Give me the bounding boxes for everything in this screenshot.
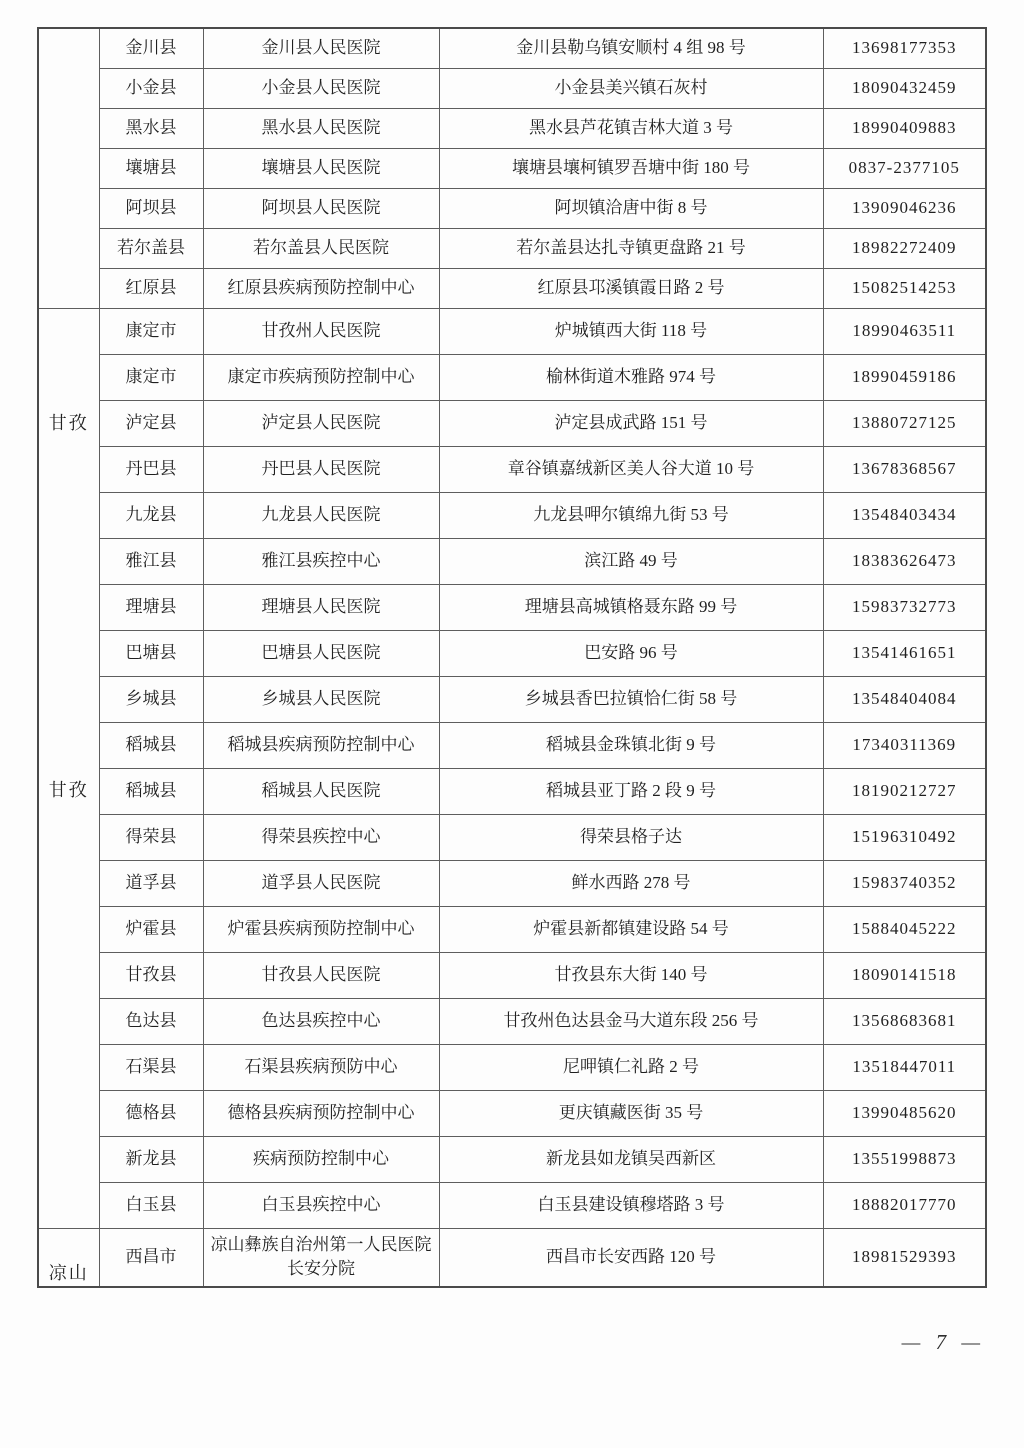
- phone-cell: 13678368567: [823, 446, 986, 492]
- institution-cell: 石渠县疾病预防中心: [203, 1044, 439, 1090]
- institution-cell: 若尔盖县人民医院: [203, 228, 439, 268]
- facility-table: [37, 27, 987, 1288]
- table-row: [38, 1136, 986, 1182]
- table-row: [38, 400, 986, 446]
- address-cell: 尼呷镇仁礼路 2 号: [439, 1044, 823, 1090]
- address-cell: 得荣县格子达: [439, 814, 823, 860]
- phone-cell: 18090432459: [823, 68, 986, 108]
- institution-cell: 白玉县疾控中心: [203, 1182, 439, 1228]
- institution-cell: 色达县疾控中心: [203, 998, 439, 1044]
- phone-cell: 15082514253: [823, 268, 986, 308]
- institution-cell: 九龙县人民医院: [203, 492, 439, 538]
- phone-cell: 15983732773: [823, 584, 986, 630]
- county-cell: 白玉县: [99, 1182, 203, 1228]
- address-cell: 壤塘县壤柯镇罗吾塘中街 180 号: [439, 148, 823, 188]
- address-cell: 甘孜县东大街 140 号: [439, 952, 823, 998]
- prefecture-label: 凉山: [48, 1263, 89, 1284]
- institution-cell: 凉山彝族自治州第一人民医院长安分院: [203, 1228, 439, 1287]
- county-cell: 甘孜县: [99, 952, 203, 998]
- phone-cell: 17340311369: [823, 722, 986, 768]
- county-cell: 稻城县: [99, 768, 203, 814]
- institution-cell: 稻城县疾病预防控制中心: [203, 722, 439, 768]
- institution-cell: 乡城县人民医院: [203, 676, 439, 722]
- phone-cell: 0837-2377105: [823, 148, 986, 188]
- table-row: [38, 446, 986, 492]
- table-row: [38, 722, 986, 768]
- phone-cell: 13698177353: [823, 28, 986, 68]
- phone-cell: 18990409883: [823, 108, 986, 148]
- county-cell: 若尔盖县: [99, 228, 203, 268]
- table-row: [38, 188, 986, 228]
- county-cell: 黑水县: [99, 108, 203, 148]
- phone-cell: 15983740352: [823, 860, 986, 906]
- address-cell: 炉霍县新都镇建设路 54 号: [439, 906, 823, 952]
- table-row: [38, 1044, 986, 1090]
- phone-cell: 13548404084: [823, 676, 986, 722]
- table-row: [38, 814, 986, 860]
- address-cell: 章谷镇嘉绒新区美人谷大道 10 号: [439, 446, 823, 492]
- table-row: [38, 308, 986, 354]
- institution-cell: 甘孜州人民医院: [203, 308, 439, 354]
- table-row: [38, 268, 986, 308]
- table-row: [38, 1182, 986, 1228]
- table-row: [38, 906, 986, 952]
- county-cell: 雅江县: [99, 538, 203, 584]
- phone-cell: 18990463511: [823, 308, 986, 354]
- phone-cell: 18190212727: [823, 768, 986, 814]
- institution-cell: 甘孜县人民医院: [203, 952, 439, 998]
- phone-cell: 15196310492: [823, 814, 986, 860]
- table-row: [38, 768, 986, 814]
- address-cell: 新龙县如龙镇吴西新区: [439, 1136, 823, 1182]
- phone-cell: 13880727125: [823, 400, 986, 446]
- institution-cell: 稻城县人民医院: [203, 768, 439, 814]
- county-cell: 色达县: [99, 998, 203, 1044]
- county-cell: 德格县: [99, 1090, 203, 1136]
- table-row: [38, 538, 986, 584]
- address-cell: 巴安路 96 号: [439, 630, 823, 676]
- address-cell: 乡城县香巴拉镇恰仁街 58 号: [439, 676, 823, 722]
- table-row: [38, 1228, 986, 1287]
- institution-cell: 阿坝县人民医院: [203, 188, 439, 228]
- county-cell: 西昌市: [99, 1228, 203, 1287]
- address-cell: 鲜水西路 278 号: [439, 860, 823, 906]
- address-cell: 白玉县建设镇穆塔路 3 号: [439, 1182, 823, 1228]
- institution-cell: 理塘县人民医院: [203, 584, 439, 630]
- county-cell: 红原县: [99, 268, 203, 308]
- institution-cell: 黑水县人民医院: [203, 108, 439, 148]
- address-cell: 小金县美兴镇石灰村: [439, 68, 823, 108]
- phone-cell: 13909046236: [823, 188, 986, 228]
- institution-cell: 得荣县疾控中心: [203, 814, 439, 860]
- institution-cell: 康定市疾病预防控制中心: [203, 354, 439, 400]
- county-cell: 新龙县: [99, 1136, 203, 1182]
- phone-cell: 13548403434: [823, 492, 986, 538]
- address-cell: 金川县勒乌镇安顺村 4 组 98 号: [439, 28, 823, 68]
- county-cell: 康定市: [99, 354, 203, 400]
- county-cell: 巴塘县: [99, 630, 203, 676]
- county-cell: 得荣县: [99, 814, 203, 860]
- phone-cell: 13518447011: [823, 1044, 986, 1090]
- institution-cell: 巴塘县人民医院: [203, 630, 439, 676]
- phone-cell: 13541461651: [823, 630, 986, 676]
- institution-cell: 炉霍县疾病预防控制中心: [203, 906, 439, 952]
- phone-cell: 13990485620: [823, 1090, 986, 1136]
- county-cell: 泸定县: [99, 400, 203, 446]
- address-cell: 若尔盖县达扎寺镇更盘路 21 号: [439, 228, 823, 268]
- prefecture-cell: [38, 1228, 99, 1287]
- institution-cell: 疾病预防控制中心: [203, 1136, 439, 1182]
- prefecture-cell: [38, 308, 99, 1228]
- institution-cell: 雅江县疾控中心: [203, 538, 439, 584]
- phone-cell: 18882017770: [823, 1182, 986, 1228]
- phone-cell: 15884045222: [823, 906, 986, 952]
- institution-cell: 德格县疾病预防控制中心: [203, 1090, 439, 1136]
- table-row: [38, 28, 986, 68]
- address-cell: 阿坝镇洽唐中街 8 号: [439, 188, 823, 228]
- county-cell: 丹巴县: [99, 446, 203, 492]
- address-cell: 榆林街道木雅路 974 号: [439, 354, 823, 400]
- county-cell: 壤塘县: [99, 148, 203, 188]
- county-cell: 炉霍县: [99, 906, 203, 952]
- prefecture-label: 甘孜: [48, 780, 89, 801]
- address-cell: 红原县邛溪镇霞日路 2 号: [439, 268, 823, 308]
- address-cell: 炉城镇西大街 118 号: [439, 308, 823, 354]
- table-row: [38, 228, 986, 268]
- address-cell: 理塘县高城镇格聂东路 99 号: [439, 584, 823, 630]
- table-row: [38, 68, 986, 108]
- address-cell: 西昌市长安西路 120 号: [439, 1228, 823, 1287]
- address-cell: 滨江路 49 号: [439, 538, 823, 584]
- table-row: [38, 108, 986, 148]
- county-cell: 康定市: [99, 308, 203, 354]
- table-row: [38, 630, 986, 676]
- table-row: [38, 492, 986, 538]
- institution-cell: 壤塘县人民医院: [203, 148, 439, 188]
- county-cell: 石渠县: [99, 1044, 203, 1090]
- institution-cell: 小金县人民医院: [203, 68, 439, 108]
- county-cell: 小金县: [99, 68, 203, 108]
- phone-cell: 13551998873: [823, 1136, 986, 1182]
- institution-cell: 丹巴县人民医院: [203, 446, 439, 492]
- phone-cell: 18990459186: [823, 354, 986, 400]
- address-cell: 甘孜州色达县金马大道东段 256 号: [439, 998, 823, 1044]
- table-row: [38, 676, 986, 722]
- phone-cell: 13568683681: [823, 998, 986, 1044]
- prefecture-cell: [38, 28, 99, 308]
- address-cell: 泸定县成武路 151 号: [439, 400, 823, 446]
- institution-cell: 红原县疾病预防控制中心: [203, 268, 439, 308]
- county-cell: 稻城县: [99, 722, 203, 768]
- address-cell: 九龙县呷尔镇绵九街 53 号: [439, 492, 823, 538]
- county-cell: 理塘县: [99, 584, 203, 630]
- institution-cell: 道孚县人民医院: [203, 860, 439, 906]
- county-cell: 阿坝县: [99, 188, 203, 228]
- county-cell: 乡城县: [99, 676, 203, 722]
- address-cell: 稻城县金珠镇北街 9 号: [439, 722, 823, 768]
- institution-cell: 泸定县人民医院: [203, 400, 439, 446]
- address-cell: 更庆镇藏医街 35 号: [439, 1090, 823, 1136]
- table-row: [38, 998, 986, 1044]
- address-cell: 稻城县亚丁路 2 段 9 号: [439, 768, 823, 814]
- phone-cell: 18981529393: [823, 1228, 986, 1287]
- phone-cell: 18982272409: [823, 228, 986, 268]
- prefecture-label: 甘孜: [48, 412, 89, 433]
- county-cell: 九龙县: [99, 492, 203, 538]
- address-cell: 黑水县芦花镇吉林大道 3 号: [439, 108, 823, 148]
- table-row: [38, 952, 986, 998]
- table-row: [38, 860, 986, 906]
- facility-table-body: [38, 28, 986, 1287]
- table-row: [38, 1090, 986, 1136]
- table-row: [38, 148, 986, 188]
- table-row: [38, 354, 986, 400]
- phone-cell: 18383626473: [823, 538, 986, 584]
- table-row: [38, 584, 986, 630]
- phone-cell: 18090141518: [823, 952, 986, 998]
- county-cell: 道孚县: [99, 860, 203, 906]
- county-cell: 金川县: [99, 28, 203, 68]
- footer-page-number: — 7 —: [901, 1330, 980, 1354]
- institution-cell: 金川县人民医院: [203, 28, 439, 68]
